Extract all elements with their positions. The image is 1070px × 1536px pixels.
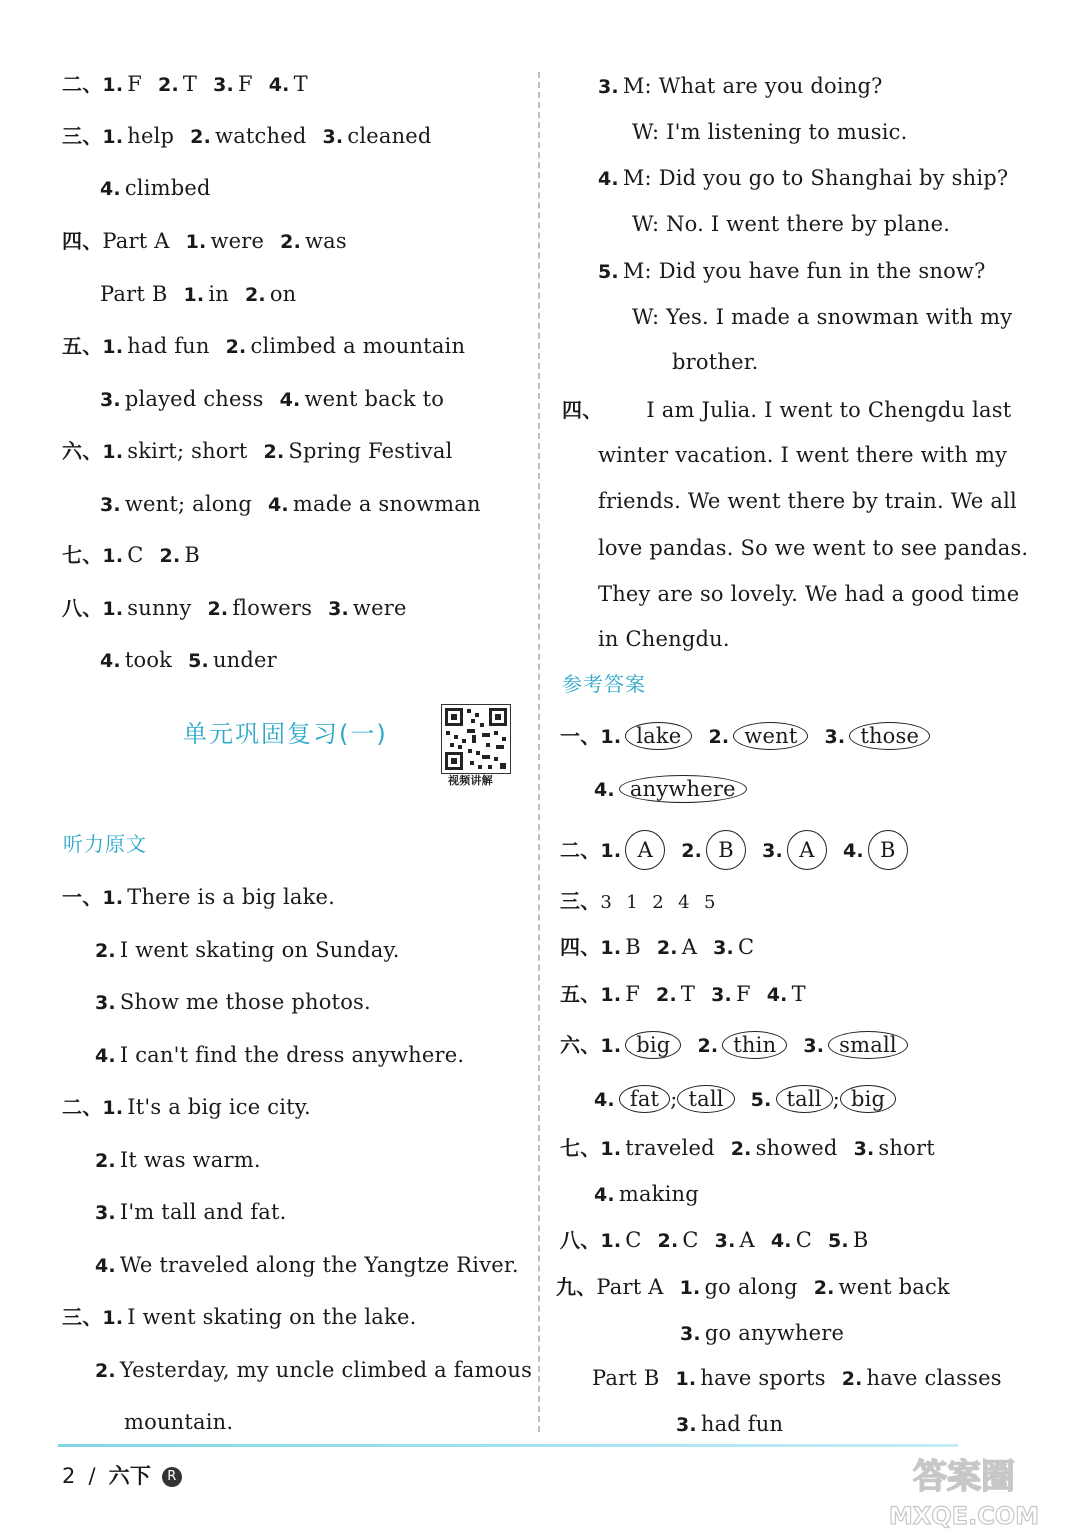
answer-section-5: 五、1. had fun 2. climbed a mountain <box>62 334 466 358</box>
answer-4: climbed <box>124 176 211 200</box>
footer-rule <box>58 1444 958 1447</box>
section-mark: 八、 <box>560 1228 601 1252</box>
section-mark: 三、 <box>62 1305 103 1329</box>
answer-3: F <box>735 982 751 1006</box>
section-mark: 一、 <box>62 885 103 909</box>
order-answer: 3 1 2 4 5 <box>600 892 717 913</box>
circled-answer: fat <box>619 1085 670 1113</box>
answer-1: skirt; short <box>127 439 248 463</box>
answer-4: went back to <box>304 387 445 411</box>
listening-1-4: 4. I can't find the dress anywhere. <box>95 1043 465 1067</box>
qr-code-icon <box>442 705 510 773</box>
circled-answer: those <box>849 722 930 750</box>
answer-1: traveled <box>625 1136 715 1160</box>
answer-4: made a snowman <box>292 492 481 516</box>
answer-3: went; along <box>124 492 253 516</box>
answer-1: were <box>210 229 265 253</box>
part-b-label: Part B <box>100 282 168 306</box>
answer-1: C <box>625 1228 642 1252</box>
answer-r1-cont: 4. anywhere <box>594 775 747 804</box>
answer-r7-cont: 4. making <box>594 1182 699 1206</box>
listening-3-2-cont: mountain. <box>124 1410 234 1434</box>
answer-r7: 七、1. traveled 2. showed 3. short <box>560 1136 935 1160</box>
section-mark: 六、 <box>62 439 103 463</box>
answer-1: B <box>625 935 641 959</box>
page-number: 2 <box>62 1464 76 1488</box>
answer-2: A <box>681 935 698 959</box>
dialog-line: M: Did you have fun in the snow? <box>622 259 986 283</box>
section-mark: 六、 <box>560 1033 601 1057</box>
section-mark: 八、 <box>62 596 103 620</box>
answer-2: was <box>305 229 347 253</box>
answer-2: watched <box>215 124 307 148</box>
circled-answer: anywhere <box>619 775 747 803</box>
answer-r6: 六、1. big 2. thin 3. small <box>560 1031 908 1060</box>
answer-1: F <box>127 72 143 96</box>
answer-3: F <box>237 72 253 96</box>
circled-answer: tall <box>776 1085 833 1113</box>
section-mark: 二、 <box>560 838 601 862</box>
answer-r9-b3: 3. had fun <box>676 1412 784 1436</box>
edition-badge: R <box>162 1467 182 1487</box>
passage-line: winter vacation. I went there with my <box>598 443 1008 467</box>
sentence-4: I can't find the dress anywhere. <box>119 1043 465 1067</box>
answer-r6-cont: 4. fat ; tall 5. tall ; big <box>594 1085 896 1114</box>
section-mark: 九、 <box>556 1275 597 1299</box>
answer-r9-a3: 3. go anywhere <box>680 1321 845 1345</box>
passage-line: friends. We went there by train. We all <box>598 489 1017 513</box>
answer-3: were <box>352 596 407 620</box>
listening-2-2: 2. It was warm. <box>95 1148 261 1172</box>
answer-2: went back <box>838 1275 950 1299</box>
part-b-label: Part B <box>592 1366 660 1390</box>
answer-section-3-cont: 4. climbed <box>100 176 211 200</box>
dialog-3-q: 3. M: What are you doing? <box>598 74 883 98</box>
answer-3: go anywhere <box>704 1321 845 1345</box>
answer-2: T <box>182 72 198 96</box>
answer-r8: 八、1. C 2. C 3. A 4. C 5. B <box>560 1228 869 1252</box>
answer-section-6: 六、1. skirt; short 2. Spring Festival <box>62 439 453 463</box>
dialog-4-q: 4. M: Did you go to Shanghai by ship? <box>598 166 1009 190</box>
dialog-5-a: W: Yes. I made a snowman with my <box>632 305 1013 329</box>
dialog-4-a: W: No. I went there by plane. <box>632 212 951 236</box>
circled-answer: tall <box>677 1085 734 1113</box>
answer-4: T <box>791 982 806 1006</box>
answer-section-4: 四、Part A 1. were 2. was <box>62 229 347 253</box>
answer-r9: 九、Part A 1. go along 2. went back <box>556 1275 950 1299</box>
passage-line: love pandas. So we went to see pandas. <box>598 536 1029 560</box>
answer-section-7: 七、1. C 2. B <box>62 543 201 567</box>
circled-answer: went <box>733 722 808 750</box>
page-footer <box>62 1462 182 1490</box>
answer-section-2: 二、1. F 2. T 3. F 4. T <box>62 72 308 96</box>
answer-r9-part-b: Part B 1. have sports 2. have classes <box>592 1366 1002 1390</box>
circled-answer: small <box>828 1031 908 1059</box>
page-separator: / <box>88 1464 96 1488</box>
dialog-line: M: Did you go to Shanghai by ship? <box>622 166 1009 190</box>
circled-answer: big <box>840 1085 896 1113</box>
answer-1: in <box>208 282 229 306</box>
circled-answer: B <box>868 830 908 870</box>
part-a-label: Part A <box>102 229 170 253</box>
answer-section-6-cont: 3. went; along 4. made a snowman <box>100 492 481 516</box>
qr-caption: 视频讲解 <box>448 774 493 787</box>
passage-line: I am Julia. I went to Chengdu last <box>646 398 1012 422</box>
answer-2: climbed a mountain <box>250 334 466 358</box>
answer-section-8-cont: 4. took 5. under <box>100 648 277 672</box>
answer-r1: 一、1. lake 2. went 3. those <box>560 722 930 751</box>
section-mark: 二、 <box>62 72 103 96</box>
answer-2: have classes <box>866 1366 1002 1390</box>
circled-answer: A <box>787 830 827 870</box>
circled-answer: B <box>706 830 746 870</box>
section-mark: 四、 <box>62 229 103 253</box>
answer-4: making <box>618 1182 699 1206</box>
passage-line: They are so lovely. We had a good time <box>598 582 1020 606</box>
circled-answer: big <box>625 1031 681 1059</box>
sentence-1: I went skating on the lake. <box>127 1305 417 1329</box>
sentence-2: Yesterday, my uncle climbed a famous <box>119 1358 533 1382</box>
answer-1: had fun <box>127 334 210 358</box>
listening-1-3: 3. Show me those photos. <box>95 990 371 1014</box>
answer-4: took <box>124 648 173 672</box>
watermark-url: MXQE.COM <box>888 1502 1040 1530</box>
answer-3: A <box>739 1228 755 1252</box>
watermark <box>864 1446 1064 1532</box>
dialog-5-q: 5. M: Did you have fun in the snow? <box>598 259 986 283</box>
answer-3: cleaned <box>347 124 432 148</box>
watermark-logo: 答案圈 <box>913 1457 1015 1497</box>
answer-section-3: 三、1. help 2. watched 3. cleaned <box>62 124 432 148</box>
sentence-1: There is a big lake. <box>127 885 336 909</box>
section-mark: 二、 <box>62 1095 103 1119</box>
sentence-3: I'm tall and fat. <box>119 1200 287 1224</box>
answer-3: had fun <box>700 1412 784 1436</box>
answer-r3 <box>560 887 716 917</box>
answer-1: C <box>127 543 144 567</box>
section-mark: 五、 <box>62 334 103 358</box>
section-mark: 七、 <box>560 1136 601 1160</box>
answer-2: B <box>184 543 201 567</box>
answer-1: go along <box>704 1275 798 1299</box>
answer-section-8: 八、1. sunny 2. flowers 3. were <box>62 596 407 620</box>
unit-title: 单元巩固复习(一) <box>183 720 388 748</box>
sentence-2: It was warm. <box>119 1148 261 1172</box>
circled-answer: lake <box>625 722 692 750</box>
answer-r2: 二、1. A 2. B 3. A 4. B <box>560 830 908 871</box>
circled-answer: A <box>625 830 665 870</box>
section-mark: 三、 <box>62 124 103 148</box>
dialog-3-a: W: I'm listening to music. <box>632 120 908 144</box>
answer-r4: 四、1. B 2. A 3. C <box>560 935 755 959</box>
listening-2-4: 4. We traveled along the Yangtze River. <box>95 1253 519 1277</box>
dialog-line: M: What are you doing? <box>622 74 883 98</box>
answer-section-4-part-b: Part B 1. in 2. on <box>100 282 297 306</box>
answer-3: C <box>737 935 755 959</box>
section-mark: 七、 <box>62 543 103 567</box>
answer-1: sunny <box>127 596 192 620</box>
answer-1: F <box>625 982 641 1006</box>
answer-2: C <box>682 1228 699 1252</box>
answer-3: short <box>878 1136 935 1160</box>
answer-5: B <box>852 1228 869 1252</box>
listening-2-3: 3. I'm tall and fat. <box>95 1200 287 1224</box>
answer-4: C <box>795 1228 812 1252</box>
sentence-1: It's a big ice city. <box>127 1095 311 1119</box>
column-divider <box>538 72 540 1432</box>
listening-section-3: 三、1. I went skating on the lake. <box>62 1305 417 1329</box>
section-mark: 四、 <box>562 398 603 422</box>
answer-r5: 五、1. F 2. T 3. F 4. T <box>560 982 806 1006</box>
answer-2: Spring Festival <box>288 439 453 463</box>
answer-4: T <box>293 72 308 96</box>
answer-2: showed <box>755 1136 838 1160</box>
qr-code[interactable] <box>441 704 511 774</box>
answer-3: played chess <box>124 387 264 411</box>
dialog-5-a-cont: brother. <box>672 350 759 374</box>
answer-2: T <box>680 982 696 1006</box>
sentence-3: Show me those photos. <box>119 990 371 1014</box>
passage-line: in Chengdu. <box>598 627 730 651</box>
passage-section-4 <box>562 396 1011 424</box>
listening-section-2: 二、1. It's a big ice city. <box>62 1095 311 1119</box>
part-a-label: Part A <box>596 1275 664 1299</box>
answer-2: flowers <box>232 596 313 620</box>
listening-section-1: 一、1. There is a big lake. <box>62 885 336 909</box>
answer-5: under <box>212 648 277 672</box>
listening-3-2: 2. Yesterday, my uncle climbed a famous <box>95 1358 533 1382</box>
section-mark: 四、 <box>560 935 601 959</box>
answer-1: help <box>127 124 175 148</box>
listening-1-2: 2. I went skating on Sunday. <box>95 938 400 962</box>
sentence-2: I went skating on Sunday. <box>119 938 400 962</box>
answer-2: on <box>269 282 297 306</box>
section-mark: 五、 <box>560 982 601 1006</box>
answer-1: have sports <box>700 1366 826 1390</box>
section-mark: 一、 <box>560 724 601 748</box>
section-mark: 三、 <box>560 889 601 913</box>
grade-label: 六下 <box>108 1464 152 1488</box>
answer-section-5-cont: 3. played chess 4. went back to <box>100 387 445 411</box>
listening-header: 听力原文 <box>63 832 147 856</box>
sentence-4: We traveled along the Yangtze River. <box>119 1253 519 1277</box>
circled-answer: thin <box>722 1031 787 1059</box>
answers-header: 参考答案 <box>562 672 646 696</box>
